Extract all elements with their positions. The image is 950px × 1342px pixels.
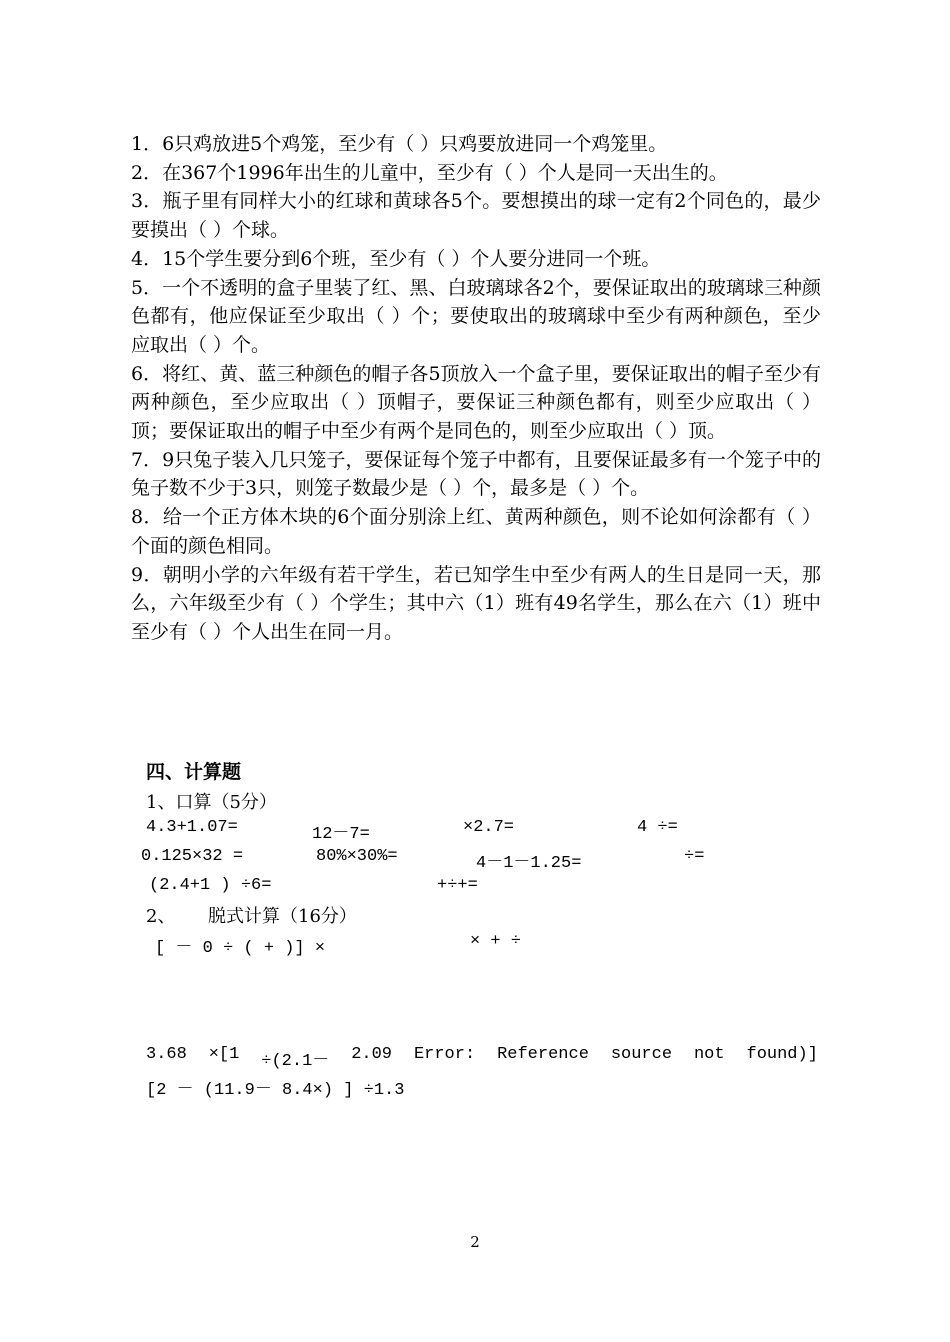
oral-item: 4－1－1.25= — [476, 854, 582, 873]
oral-item: 4 ÷= — [637, 818, 678, 837]
question-6: 6．将红、黄、蓝三种颜色的帽子各5顶放入一个盒子里，要保证取出的帽子至少有两种颜色，至少应取出（ ）顶帽子，要保证三种颜色都有，则至少应取出（ ）顶；要保证取出的帽子中至少有两个是同色的，则至少应取出（ ）顶。 — [131, 362, 821, 443]
question-7: 7．9只兔子装入几只笼子，要保证每个笼子中都有，且要保证最多有一个笼子中的兔子数不少于3只，则笼子数最少是（ ）个，最多是（ ）个。 — [131, 448, 821, 500]
question-8: 8．给一个正方体木块的6个面分别涂上红、黄两种颜色，则不论如何涂都有（ ）个面的颜色相同。 — [131, 506, 821, 557]
expression-token: ×[1 — [208, 1045, 240, 1064]
oral-title: 1、口算（5分） — [146, 792, 277, 813]
oral-item: ÷= — [684, 847, 705, 866]
expression-token: found)] — [746, 1045, 818, 1064]
expression-token: 2.09 — [351, 1045, 393, 1064]
expression-token: 3.68 — [146, 1045, 187, 1064]
page-number: 2 — [470, 1233, 480, 1251]
stepwise-expression-1: [ － 0 ÷ ( + )] × — [155, 939, 326, 958]
question-list — [131, 130, 821, 647]
oral-item: 0.125×32 = — [141, 847, 244, 866]
question-1: 1．6只鸡放进5个鸡笼，至少有（ ）只鸡要放进同一个鸡笼里。 — [131, 133, 668, 155]
oral-item: +÷+= — [437, 876, 478, 895]
stepwise-title: 脱式计算（16分） — [208, 906, 357, 927]
oral-item: 80%×30%= — [316, 847, 398, 866]
expression-token: ÷(2.1－ — [261, 1052, 330, 1071]
question-3: 3．瓶子里有同样大小的红球和黄球各5个。要想摸出的球一定有2个同色的，最少要摸出（ ）个球。 — [131, 190, 821, 242]
stepwise-expression-3 — [146, 1045, 818, 1071]
oral-item: (2.4+1 ) ÷6= — [149, 876, 272, 895]
oral-item: 4.3+1.07= — [146, 818, 238, 837]
stepwise-expression-4: [2 － (11.9－ 8.4×) ] ÷1.3 — [146, 1081, 405, 1100]
question-9: 9．朝明小学的六年级有若干学生，若已知学生中至少有两人的生日是同一天，那么，六年级至少有（ ）个学生；其中六（1）班有49名学生，那么在六（1）班中至少有（ ）个人出生在同一月。 — [131, 563, 821, 643]
section-heading: 四、计算题 — [146, 761, 242, 783]
oral-item: 12－7= — [312, 825, 370, 844]
stepwise-title-number: 2、 — [146, 906, 176, 927]
question-4: 4．15个学生要分到6个班，至少有（ ）个人要分进同一个班。 — [131, 247, 661, 270]
question-2: 2．在367个1996年出生的儿童中，至少有（ ）个人是同一天出生的。 — [131, 161, 728, 184]
expression-token: not — [693, 1045, 725, 1064]
expression-token: Reference — [497, 1045, 589, 1064]
expression-token: source — [610, 1045, 673, 1064]
question-5: 5．一个不透明的盒子里装了红、黑、白玻璃球各2个，要保证取出的玻璃球三种颜色都有，他应保证至少取出（ ）个；要使取出的玻璃球中至少有两种颜色，至少应取出（ ）个。 — [131, 276, 821, 356]
stepwise-expression-2: × + ÷ — [470, 932, 522, 951]
oral-item: ×2.7= — [463, 818, 515, 837]
expression-token: Error: — [413, 1045, 476, 1064]
